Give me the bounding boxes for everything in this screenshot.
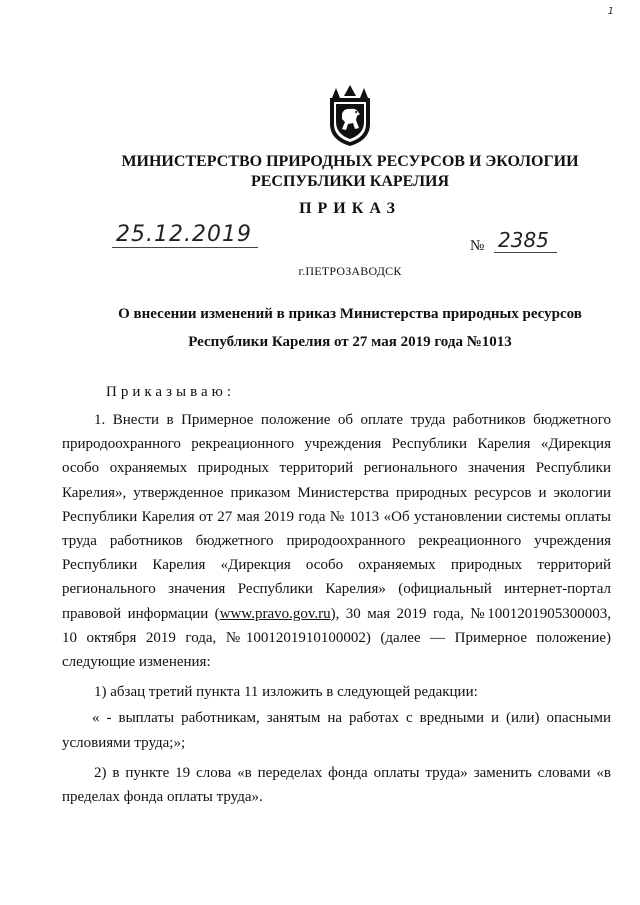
subject-line-1: О внесении изменений в приказ Министерства природных ресурсов <box>118 306 582 322</box>
paragraph-line: регионального значения Республики Карелия» (официальный интернет-портал <box>62 581 611 598</box>
link-suffix: ), 30 мая 2019 года, №1001201905300003, <box>330 605 611 622</box>
paragraph-line: Карелия», утвержденное приказом Министерства природных ресурсов и экологии <box>62 484 611 501</box>
ministry-line-2: РЕСПУБЛИКИ КАРЕЛИЯ <box>250 173 450 190</box>
ministry-name <box>70 152 630 192</box>
subject-line-2: Республики Карелия от 27 мая 2019 года №1013 <box>188 334 512 350</box>
item-1-quote-line-2: условиями труда;»; <box>62 734 186 751</box>
order-title: ПРИКАЗ <box>299 200 401 217</box>
prikazyvayu-heading: Приказываю: <box>106 384 235 400</box>
order-number-label: № <box>470 238 485 254</box>
paragraph-line: 10 октября 2019 года, №1001201910100002) (далее — Примерное положение) <box>62 629 611 646</box>
city-name: г.ПЕТРОЗАВОДСК <box>298 264 402 278</box>
link-prefix: правовой информации ( <box>62 605 220 622</box>
order-subject <box>60 300 640 356</box>
paragraph-line: Республики Карелия «Дирекция особо охраняемых природных территорий <box>62 557 611 574</box>
paragraph-line: 1. Внести в Примерное положение об оплате труда работников бюджетного <box>94 412 611 428</box>
paragraph-line-with-link <box>62 602 611 626</box>
order-body <box>62 408 611 809</box>
paragraph-line: природоохранного рекреационного учреждения Республики Карелия «Дирекция <box>62 436 611 453</box>
paragraph-line: труда работников бюджетного природоохранного рекреационного учреждения <box>62 533 611 550</box>
karelia-coat-of-arms-icon <box>326 84 374 148</box>
paragraph-line: следующие изменения: <box>62 654 211 671</box>
handwritten-date: 25.12.2019 <box>112 222 258 248</box>
ministry-line-1: МИНИСТЕРСТВО ПРИРОДНЫХ РЕСУРСОВ И ЭКОЛОГИИ <box>121 153 579 170</box>
paragraph-line: особо охраняемых природных территорий регионального значения Республики <box>62 460 611 477</box>
item-1: 1) абзац третий пункта 11 изложить в следующей редакции: <box>94 684 478 701</box>
page-corner-mark: 1 <box>607 6 614 17</box>
paragraph-line: Республики Карелия от 27 мая 2019 года № 1013 «Об установлении системы оплаты <box>62 508 611 525</box>
pravo-gov-link[interactable]: www.pravo.gov.ru <box>219 605 331 622</box>
item-2-line-2: пределах фонда оплаты труда». <box>62 789 263 806</box>
item-1-quote-line-1: « - выплаты работникам, занятым на работах с вредными и (или) опасными <box>92 710 611 727</box>
handwritten-order-number: 2385 <box>494 228 557 253</box>
item-2-line-1: 2) в пункте 19 слова «в переделах фонда оплаты труда» заменить словами «в <box>94 764 611 781</box>
